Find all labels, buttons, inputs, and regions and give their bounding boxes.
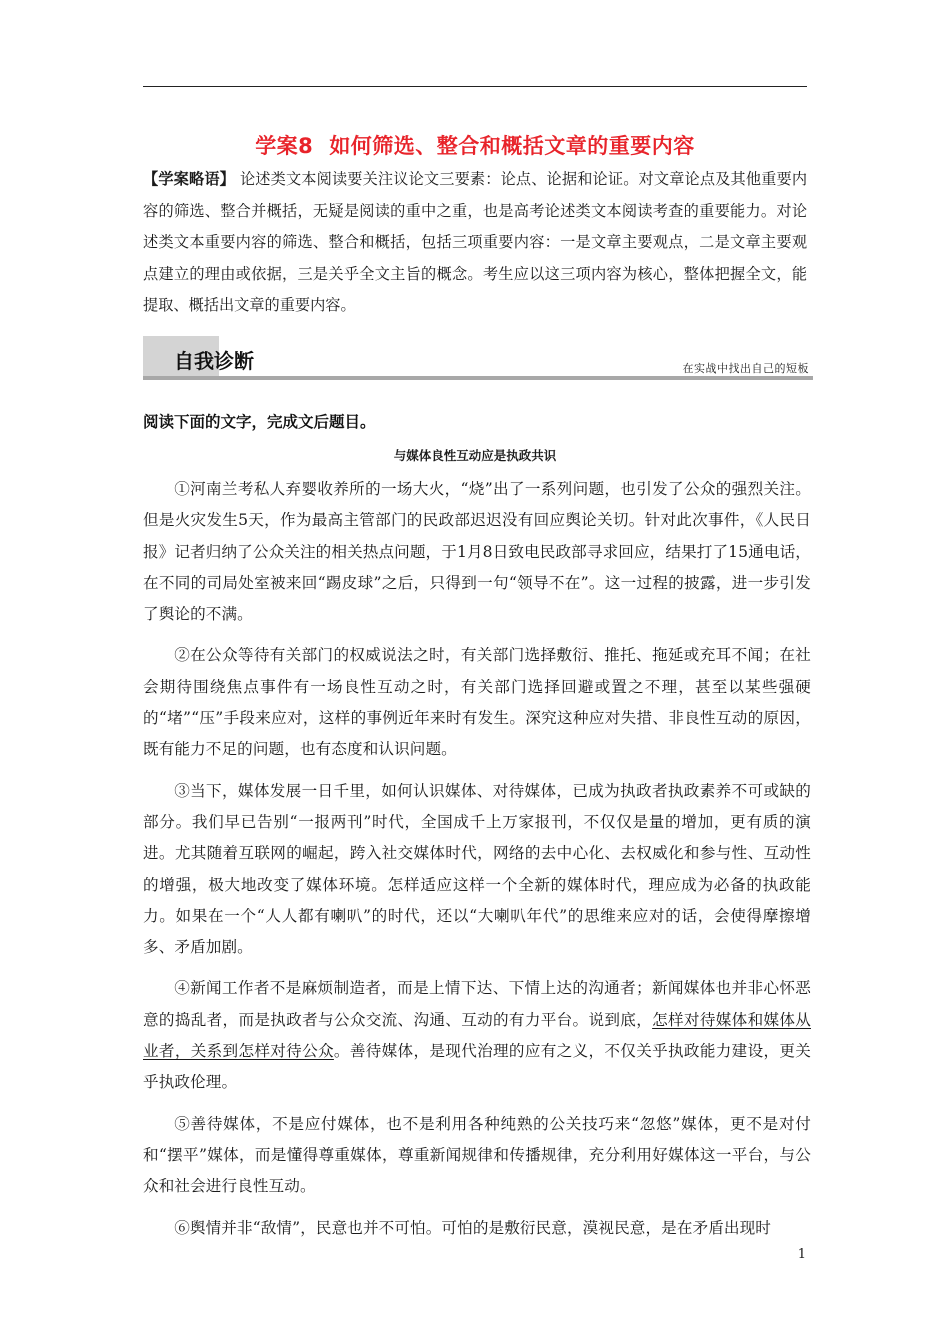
section-label: 自我诊断 xyxy=(174,349,254,373)
title-prefix: 学案8 xyxy=(255,134,314,158)
article-body xyxy=(143,474,811,1254)
page-number: 1 xyxy=(797,1247,806,1262)
paragraph: ③当下，媒体发展一日千里，如何认识媒体、对待媒体，已成为执政者执政素养不可或缺的部分。我们早已告别“一报两刊”时代，全国成千上万家报刊，不仅仅是量的增加，更有质的演进。尤其随着互联网的崛起，跨入社交媒体时代，网络的去中心化、去权威化和参与性、互动性的增强，极大地改变了媒体环境。怎样适应这样一个全新的媒体时代，理应成为必备的执政能力。如果在一个“人人都有喇叭”的时代，还以“大喇叭年代”的思维来应对的话，会使得摩擦增多、矛盾加剧。 xyxy=(143,781,811,957)
section-note: 在实战中找出自己的短板 xyxy=(682,362,809,375)
section-rule xyxy=(143,376,813,380)
p4-text-before: ④新闻工作者不是麻烦制造者，而是上情下达、下情上达的沟通者；新闻媒体也并非心怀恶意的捣乱者，而是执政者与公众交流、沟通、互动的有力平台。说到底， xyxy=(143,979,811,1029)
paragraph-5: ⑤善待媒体，不是应付媒体，也不是利用各种纯熟的公关技巧来“忽悠”媒体，更不是对付和“摆平”媒体，而是懂得尊重媒体，尊重新闻规律和传播规律，充分利用好媒体这一平台，与公众和社会进行良性互动。 xyxy=(143,1114,811,1196)
p4-underlined-text: 怎样对待媒体和媒体从业者，关系到怎样对待公众 xyxy=(143,1010,811,1061)
reading-instruction: 阅读下面的文字，完成文后题目。 xyxy=(143,413,376,431)
intro-tag: 【学案略语】 xyxy=(143,170,235,188)
paragraph-4 xyxy=(143,973,811,1098)
intro-text: 论述类文本阅读要关注议论文三要素：论点、论据和论证。对文章论点及其他重要内容的筛选、整合并概括，无疑是阅读的重中之重，也是高考论述类文本阅读考查的重要能力。对论述类文本重要内容的筛选、整合和概括，包括三项重要内容：一是文章主要观点，二是文章主要观点建立的理由或依据，三是关乎全文主旨的概念。考生应以这三项内容为核心，整体把握全文，能提取、概括出文章的重要内容。 xyxy=(143,170,808,314)
title-main: 如何筛选、整合和概括文章的重要内容 xyxy=(329,134,695,158)
article-title: 与媒体良性互动应是执政共识 xyxy=(393,448,557,463)
p4-text-after: 。善待媒体，是现代治理的应有之义，不仅关乎执政能力建设，更关乎执政伦理。 xyxy=(143,1042,811,1092)
section-header xyxy=(143,336,813,382)
paragraph: ②在公众等待有关部门的权威说法之时，有关部门选择敷衍、推托、拖延或充耳不闻；在社会期待围绕焦点事件有一场良性互动之时，有关部门选择回避或置之不理，甚至以某些强硬的“堵”“压”手段来应对，这样的事例近年来时有发生。深究这种应对失措、非良性互动的原因，既有能力不足的问题，也有态度和认识问题。 xyxy=(143,646,811,759)
paragraph: ①河南兰考私人弃婴收养所的一场大火，“烧”出了一系列问题，也引发了公众的强烈关注。但是火灾发生5天，作为最高主管部门的民政部迟迟没有回应舆论关切。针对此次事件，《人民日报》记者归纳了公众关注的相关热点问题，于1月8日致电民政部寻求回应，结果打了15通电话，在不同的司局处室被来回“踢皮球”之后，只得到一句“领导不在”。这一过程的披露，进一步引发了舆论的不满。 xyxy=(143,480,811,624)
paragraph-6: ⑥舆情并非“敌情”，民意也并不可怕。可怕的是敷衍民意，漠视民意，是在矛盾出现时 xyxy=(174,1218,772,1237)
intro-block xyxy=(143,164,807,322)
page-title xyxy=(0,130,950,160)
top-rule xyxy=(143,86,807,87)
